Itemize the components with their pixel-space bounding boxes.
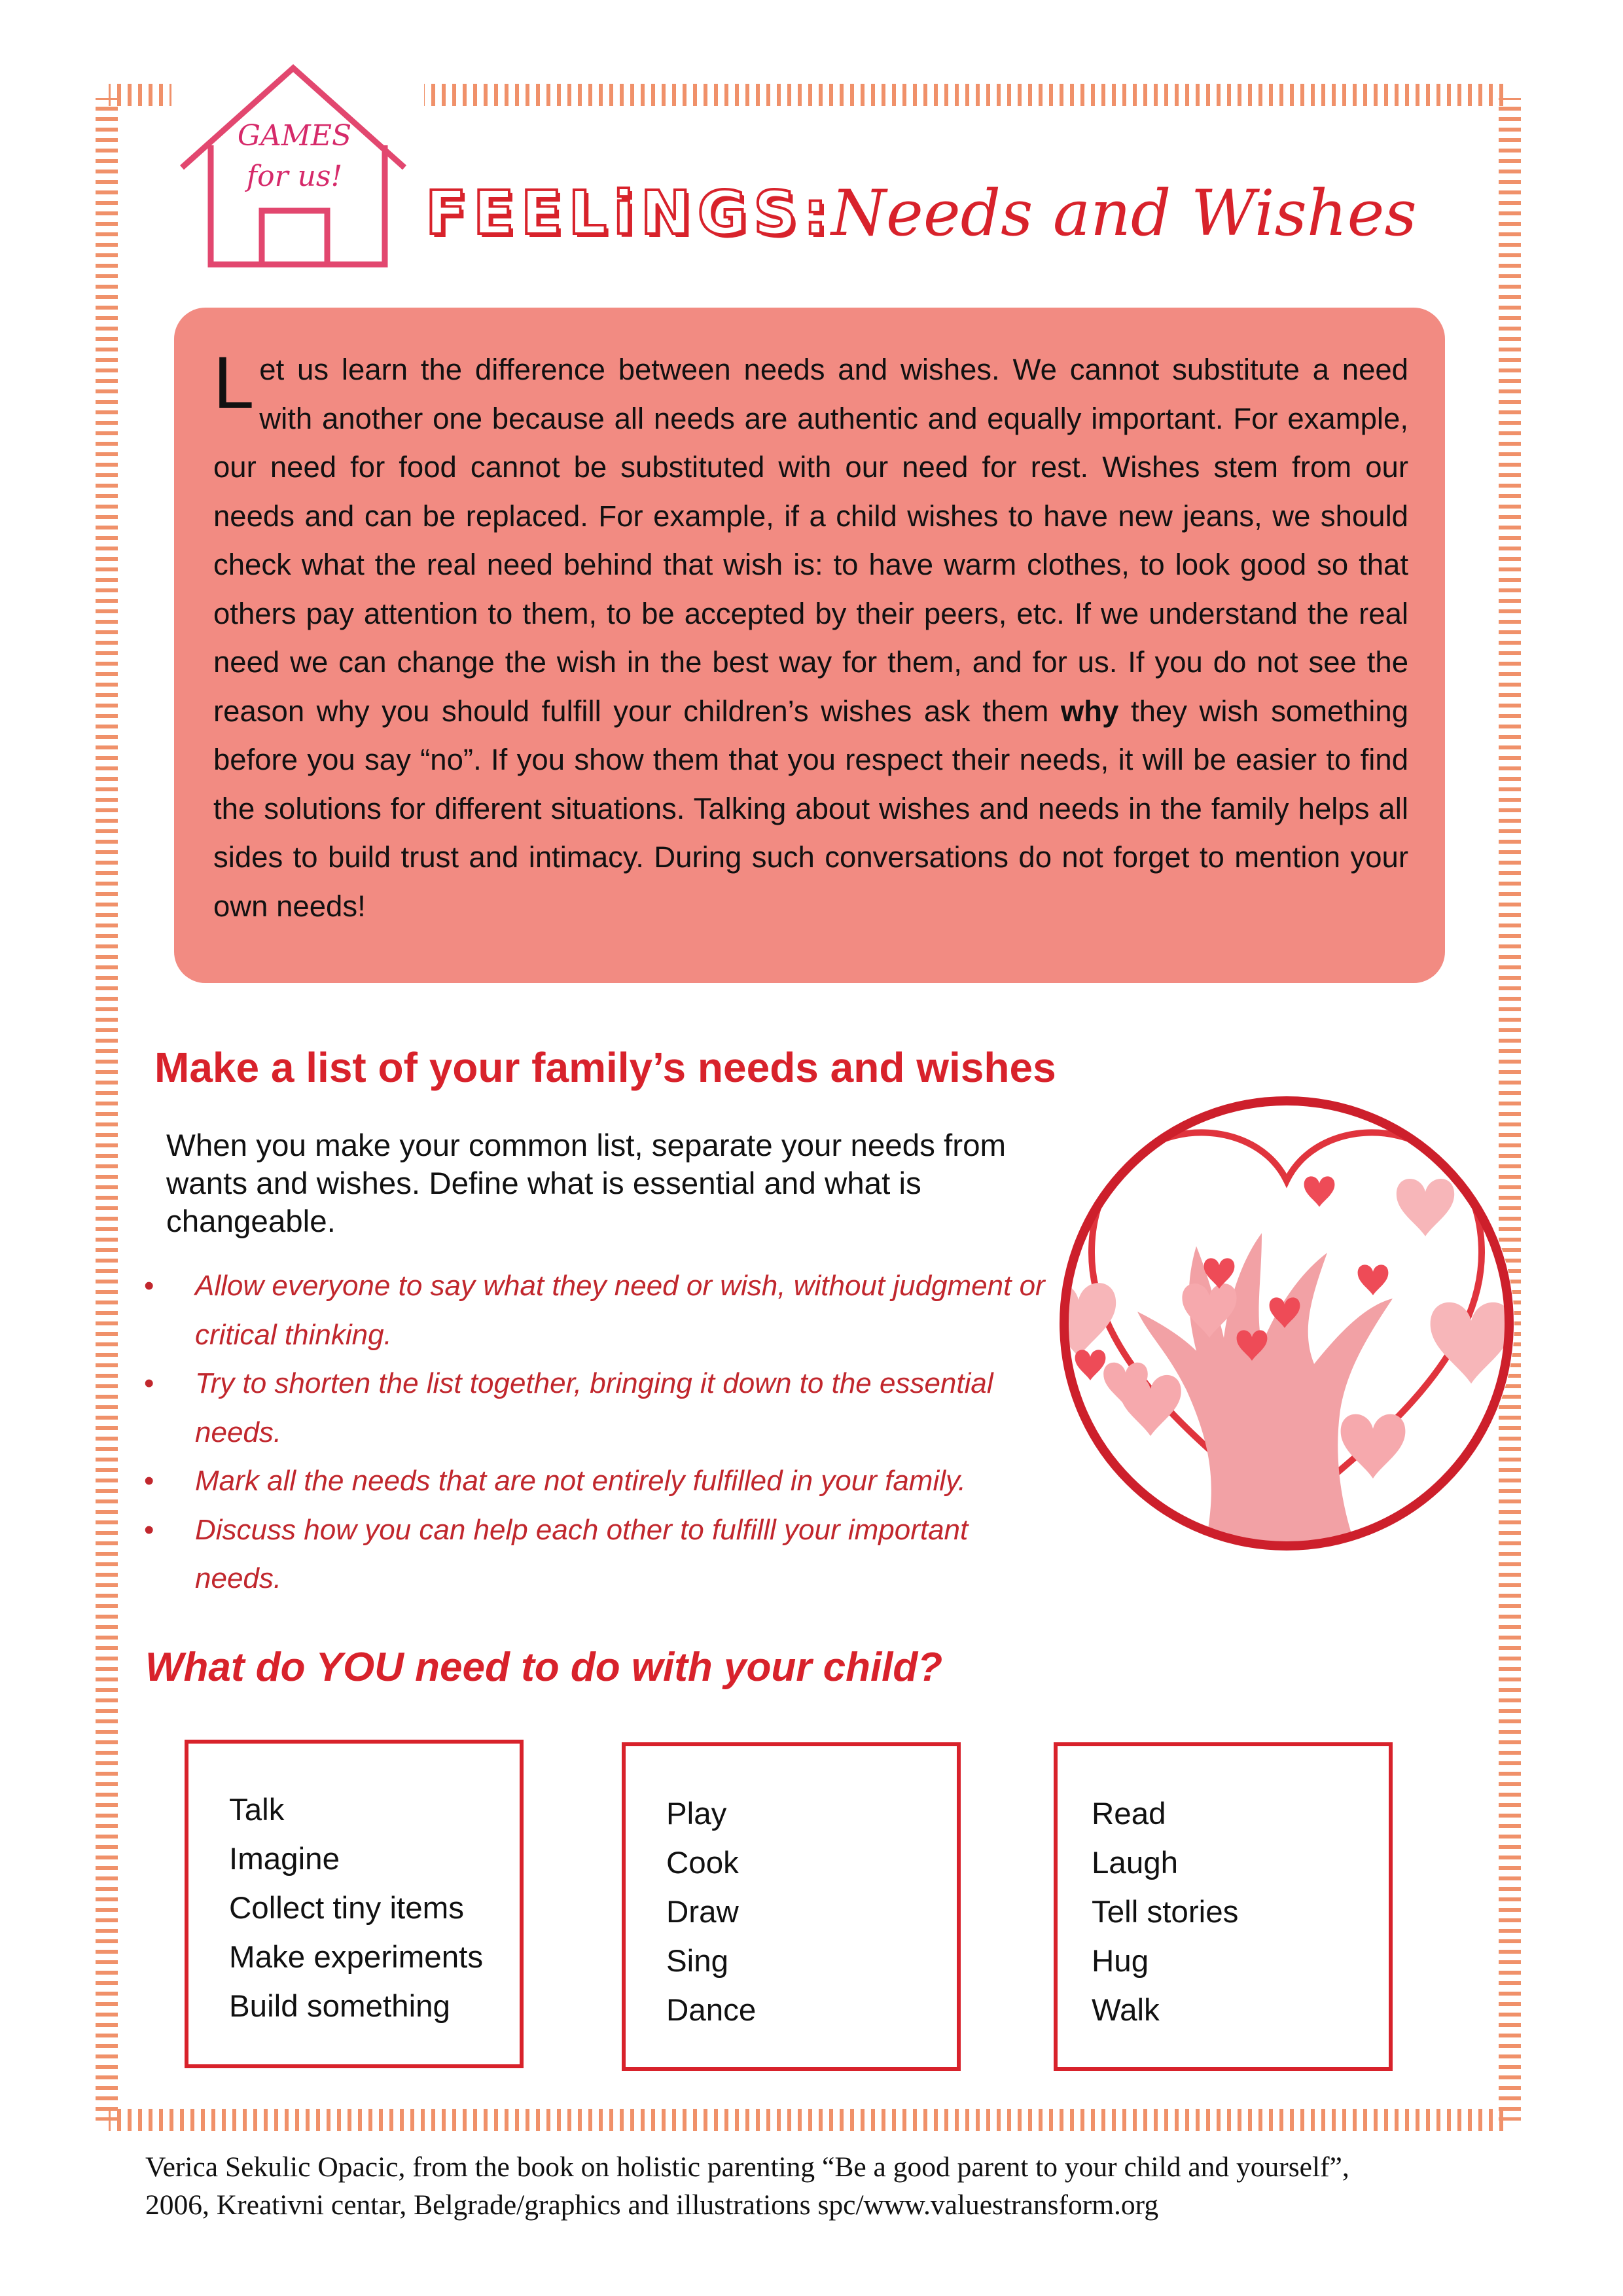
drop-cap: L <box>213 342 255 423</box>
list-item: Make experiments <box>229 1940 484 1975</box>
list-item: Dance <box>666 1993 757 2028</box>
list-item: Build something <box>229 1989 450 2024</box>
logo-line-for-us: for us! <box>246 160 343 193</box>
bullet-text: Discuss how you can help each other to fulfilll your important needs. <box>195 1513 969 1594</box>
activity-box-3 <box>1054 1742 1393 2071</box>
activity-list <box>666 1789 756 2035</box>
list-item <box>140 1506 1056 1604</box>
list-item: Talk <box>229 1793 285 1827</box>
activity-box-1 <box>185 1740 524 2068</box>
games-logo <box>177 63 412 272</box>
list-item: Play <box>666 1797 727 1831</box>
list-item: Sing <box>666 1944 729 1979</box>
bullet-text: Try to shorten the list together, bringing it down to the essential needs. <box>195 1367 993 1448</box>
bullet-dot: • <box>144 1270 154 1302</box>
intro-paragraph <box>213 342 1408 931</box>
bullet-text: Allow everyone to say what they need or wish, without judgment or critical thinking. <box>195 1270 1045 1351</box>
list-item: Tell stories <box>1092 1895 1239 1929</box>
footer-credit <box>145 2148 1559 2224</box>
list-item: Imagine <box>229 1842 340 1876</box>
list-item <box>140 1457 1056 1506</box>
heart-tree-illustration <box>1052 1089 1521 1558</box>
list-item: Cook <box>666 1846 739 1880</box>
bullet-dot: • <box>144 1513 154 1546</box>
list-item: Laugh <box>1092 1846 1179 1880</box>
footer-line: Verica Sekulic Opacic, from the book on holistic parenting “Be a good parent to your child and yourself”, <box>145 2151 1349 2183</box>
page-title: FEELiNGS: <box>425 178 834 248</box>
bullet-dot: • <box>144 1367 154 1399</box>
intro-text-start: et us learn the difference between needs and wishes. We cannot substitute a need with another one because all needs are authentic and equally important. For example, our need for food cannot be substituted with our need for rest. Wishes stem from our needs and can be replaced. For example, if a child wishes to have new jeans, we should check what the real need behind that wish is: to have warm clothes, to look good so that others pay attention to them, to be accepted by their peers, etc. If we understand the real need we can change the wish in the best way for them, and for us. If you do not see the reason why you should fulfill your children’s wishes ask them <box>213 353 1408 728</box>
list-item: Walk <box>1092 1993 1160 2028</box>
list-intro: When you make your common list, separate your needs from wants and wishes. Define what is essential and what is changeable. <box>166 1128 1007 1239</box>
list-item <box>140 1262 1056 1359</box>
bullet-text: Mark all the needs that are not entirely fulfilled in your family. <box>195 1465 966 1497</box>
list-heading: Make a list of your family’s needs and wishes <box>154 1044 1056 1091</box>
activity-list <box>1092 1789 1238 2035</box>
list-item <box>140 1359 1056 1457</box>
activity-box-2 <box>622 1742 961 2071</box>
bullet-dot: • <box>144 1465 154 1497</box>
logo-line-games: GAMES <box>237 119 352 152</box>
page-subtitle: Needs and Wishes <box>831 177 1417 250</box>
bullet-list <box>140 1262 1056 1604</box>
activity-list <box>229 1785 483 2031</box>
list-item: Collect tiny items <box>229 1891 464 1926</box>
list-item: Hug <box>1092 1944 1149 1979</box>
intro-bold-word: why <box>1060 694 1119 728</box>
footer-line: 2006, Kreativni centar, Belgrade/graphics and illustrations spc/www.valuestransform.org <box>145 2189 1159 2221</box>
child-section-heading: What do YOU need to do with your child? <box>145 1645 943 1690</box>
list-item: Draw <box>666 1895 739 1929</box>
list-item: Read <box>1092 1797 1166 1831</box>
intro-text-end: they wish something before you say “no”. If you show them that you respect their needs, it will be easier to find the solutions for different situations. Talking about wishes and needs in the family helps all sides to build trust and intimacy. During such conversations do not forget to mention your own needs! <box>213 694 1408 923</box>
